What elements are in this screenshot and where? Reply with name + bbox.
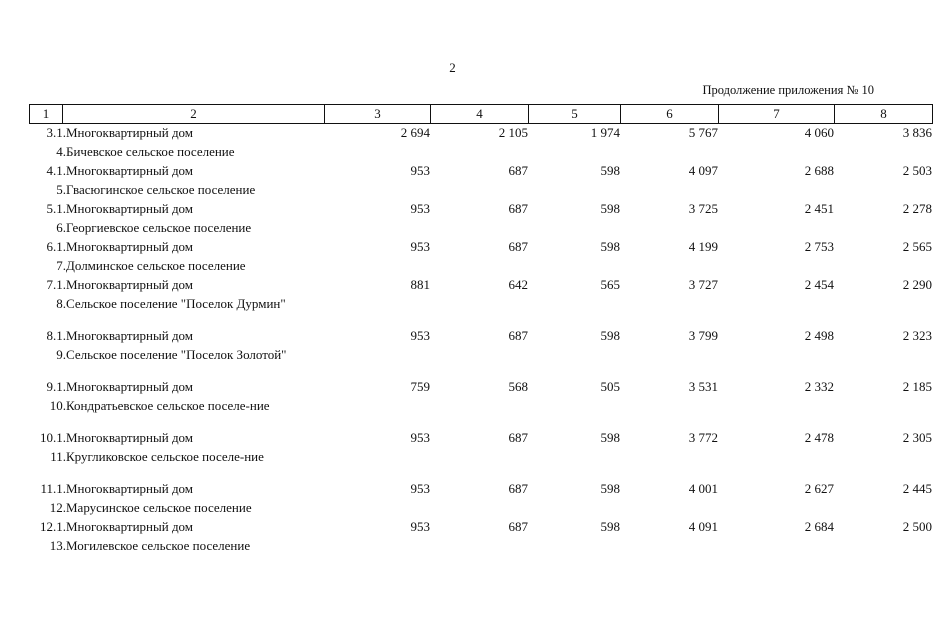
row-value-col-8: 2 565 — [902, 239, 932, 254]
row-name: Многоквартирный дом — [66, 239, 194, 254]
row-number: 8. — [56, 296, 66, 311]
row-value-col-7 — [718, 539, 834, 558]
row-value-col-5 — [528, 259, 620, 278]
continuation-caption: Продолжение приложения № 10 — [702, 83, 874, 97]
table-row — [29, 145, 932, 164]
row-name: Многоквартирный дом — [66, 519, 194, 534]
row-value-col-4: 2 105 — [498, 125, 528, 140]
row-value-col-4 — [430, 259, 528, 278]
row-value-col-8: 2 503 — [902, 163, 932, 178]
row-value-col-3: 953 — [410, 519, 430, 534]
table-row — [29, 482, 932, 501]
page-number: 2 — [449, 60, 456, 75]
table-row — [29, 259, 932, 278]
row-value-col-5: 598 — [600, 481, 620, 496]
row-value-col-7: 2 478 — [804, 430, 834, 445]
row-value-col-4: 687 — [508, 519, 528, 534]
column-header-6: 6 — [621, 105, 719, 124]
row-name: Сельское поселение "Поселок Золотой" — [66, 347, 287, 362]
row-value-col-7: 2 753 — [804, 239, 834, 254]
row-value-col-8 — [834, 399, 932, 431]
row-value-col-5: 598 — [600, 201, 620, 216]
row-value-col-8: 2 445 — [902, 481, 932, 496]
row-value-col-3: 759 — [410, 379, 430, 394]
row-number: 11. — [50, 449, 66, 464]
row-name: Многоквартирный дом — [66, 125, 194, 140]
column-header-7: 7 — [719, 105, 835, 124]
row-value-col-6 — [620, 221, 718, 240]
row-value-col-4: 642 — [508, 277, 528, 292]
row-value-col-5: 598 — [600, 239, 620, 254]
row-number: 7. — [56, 258, 66, 273]
row-name: Могилевское сельское поселение — [66, 538, 251, 553]
row-value-col-6 — [620, 450, 718, 482]
row-value-col-3 — [324, 145, 430, 164]
table-row — [29, 348, 932, 380]
row-value-col-7: 2 332 — [804, 379, 834, 394]
row-value-col-8 — [834, 145, 932, 164]
row-value-col-7 — [718, 348, 834, 380]
row-value-col-3 — [324, 348, 430, 380]
row-value-col-5: 505 — [600, 379, 620, 394]
row-value-col-7: 2 684 — [804, 519, 834, 534]
table-row — [29, 399, 932, 431]
row-name: Многоквартирный дом — [66, 277, 194, 292]
row-name: Сельское поселение "Поселок Дурмин" — [66, 296, 286, 311]
row-name: Кругликовское сельское поселе-ние — [66, 449, 264, 464]
row-value-col-4 — [430, 145, 528, 164]
table-row — [29, 501, 932, 520]
row-value-col-3: 2 694 — [400, 125, 430, 140]
row-value-col-4: 687 — [508, 430, 528, 445]
row-value-col-8: 2 290 — [902, 277, 932, 292]
row-number: 8.1. — [46, 328, 66, 343]
row-value-col-4 — [430, 399, 528, 431]
row-value-col-8: 2 278 — [902, 201, 932, 216]
table-row — [29, 539, 932, 558]
row-value-col-5: 1 974 — [590, 125, 620, 140]
row-value-col-7: 2 688 — [804, 163, 834, 178]
row-name: Бичевское сельское поселение — [66, 144, 235, 159]
row-value-col-5 — [528, 399, 620, 431]
row-value-col-7 — [718, 450, 834, 482]
row-number: 10.1. — [40, 430, 66, 445]
row-number: 11.1. — [40, 481, 66, 496]
row-value-col-7: 2 454 — [804, 277, 834, 292]
row-name: Многоквартирный дом — [66, 328, 194, 343]
row-value-col-6 — [620, 501, 718, 520]
row-value-col-5 — [528, 297, 620, 329]
row-value-col-7 — [718, 145, 834, 164]
row-value-col-3 — [324, 539, 430, 558]
row-value-col-8 — [834, 501, 932, 520]
row-value-col-8 — [834, 348, 932, 380]
table-row — [29, 380, 932, 399]
table-body — [29, 126, 932, 558]
row-value-col-8 — [834, 221, 932, 240]
row-value-col-7 — [718, 501, 834, 520]
table-row — [29, 450, 932, 482]
row-value-col-4 — [430, 221, 528, 240]
row-number: 6. — [56, 220, 66, 235]
row-value-col-6 — [620, 259, 718, 278]
row-value-col-7 — [718, 297, 834, 329]
row-value-col-3: 953 — [410, 481, 430, 496]
row-value-col-3: 953 — [410, 430, 430, 445]
table-row — [29, 240, 932, 259]
row-value-col-6: 4 001 — [688, 481, 718, 496]
row-value-col-6 — [620, 145, 718, 164]
row-value-col-8: 2 323 — [902, 328, 932, 343]
row-value-col-6 — [620, 297, 718, 329]
row-value-col-4 — [430, 348, 528, 380]
row-value-col-6: 4 199 — [688, 239, 718, 254]
row-value-col-3 — [324, 501, 430, 520]
row-value-col-8 — [834, 297, 932, 329]
row-name: Марусинское сельское поселение — [66, 500, 252, 515]
row-value-col-5 — [528, 539, 620, 558]
row-name: Многоквартирный дом — [66, 163, 194, 178]
row-name: Многоквартирный дом — [66, 430, 194, 445]
row-value-col-3 — [324, 183, 430, 202]
row-number: 9. — [56, 347, 66, 362]
row-value-col-6: 3 772 — [688, 430, 718, 445]
row-number: 12.1. — [40, 519, 66, 534]
row-value-col-4: 687 — [508, 481, 528, 496]
row-value-col-6: 5 767 — [688, 125, 718, 140]
row-value-col-3 — [324, 221, 430, 240]
row-name: Многоквартирный дом — [66, 481, 194, 496]
column-header-table — [29, 104, 933, 124]
row-value-col-4 — [430, 450, 528, 482]
row-name: Многоквартирный дом — [66, 379, 194, 394]
row-value-col-3 — [324, 259, 430, 278]
row-value-col-5: 598 — [600, 519, 620, 534]
row-value-col-5: 598 — [600, 430, 620, 445]
row-value-col-7: 2 451 — [804, 201, 834, 216]
table-row — [29, 164, 932, 183]
table-row — [29, 221, 932, 240]
row-value-col-5 — [528, 221, 620, 240]
row-value-col-8: 2 305 — [902, 430, 932, 445]
row-value-col-5 — [528, 145, 620, 164]
row-number: 12. — [49, 500, 66, 515]
row-value-col-7: 2 498 — [804, 328, 834, 343]
tariff-table — [29, 126, 932, 558]
row-name: Долминское сельское поселение — [66, 258, 246, 273]
column-header-4: 4 — [431, 105, 529, 124]
row-value-col-4: 687 — [508, 328, 528, 343]
column-header-3: 3 — [325, 105, 431, 124]
row-name: Георгиевское сельское поселение — [66, 220, 252, 235]
row-name: Многоквартирный дом — [66, 201, 194, 216]
row-value-col-6 — [620, 183, 718, 202]
row-value-col-5 — [528, 501, 620, 520]
row-value-col-4 — [430, 183, 528, 202]
row-value-col-3 — [324, 297, 430, 329]
row-value-col-4 — [430, 501, 528, 520]
table-row — [29, 329, 932, 348]
row-value-col-5: 598 — [600, 163, 620, 178]
row-value-col-8: 3 836 — [902, 125, 932, 140]
row-value-col-7 — [718, 259, 834, 278]
row-value-col-8 — [834, 539, 932, 558]
row-value-col-6 — [620, 539, 718, 558]
row-value-col-8 — [834, 259, 932, 278]
row-value-col-8: 2 185 — [902, 379, 932, 394]
row-value-col-5: 565 — [600, 277, 620, 292]
table-row — [29, 126, 932, 145]
row-number: 3.1. — [46, 125, 66, 140]
row-value-col-3: 953 — [410, 328, 430, 343]
row-value-col-6: 3 531 — [688, 379, 718, 394]
row-value-col-7 — [718, 183, 834, 202]
row-value-col-6 — [620, 399, 718, 431]
row-value-col-7: 4 060 — [804, 125, 834, 140]
row-value-col-8 — [834, 183, 932, 202]
row-value-col-6: 3 799 — [688, 328, 718, 343]
row-value-col-4: 687 — [508, 201, 528, 216]
row-value-col-6: 3 725 — [688, 201, 718, 216]
row-value-col-3 — [324, 450, 430, 482]
row-value-col-6: 3 727 — [688, 277, 718, 292]
table-row — [29, 297, 932, 329]
row-value-col-4: 687 — [508, 163, 528, 178]
row-number: 4. — [56, 144, 66, 159]
row-value-col-5 — [528, 348, 620, 380]
row-number: 13. — [49, 538, 66, 553]
row-value-col-6: 4 097 — [688, 163, 718, 178]
row-number: 10. — [49, 398, 66, 413]
column-header-5: 5 — [529, 105, 621, 124]
row-number: 7.1. — [46, 277, 66, 292]
row-value-col-7: 2 627 — [804, 481, 834, 496]
row-value-col-3: 953 — [410, 239, 430, 254]
row-name: Гвасюгинское сельское поселение — [66, 182, 256, 197]
row-number: 5.1. — [46, 201, 66, 216]
row-value-col-4 — [430, 539, 528, 558]
row-value-col-4: 687 — [508, 239, 528, 254]
row-name: Кондратьевское сельское поселе-ние — [66, 398, 270, 413]
row-value-col-7 — [718, 221, 834, 240]
row-value-col-3 — [324, 399, 430, 431]
table-row — [29, 520, 932, 539]
column-header-8: 8 — [835, 105, 933, 124]
row-value-col-5: 598 — [600, 328, 620, 343]
row-value-col-3: 881 — [410, 277, 430, 292]
row-value-col-5 — [528, 450, 620, 482]
column-header-2: 2 — [63, 105, 325, 124]
row-value-col-6: 4 091 — [688, 519, 718, 534]
row-number: 4.1. — [46, 163, 66, 178]
row-number: 5. — [56, 182, 66, 197]
column-header-1: 1 — [30, 105, 63, 124]
table-row — [29, 278, 932, 297]
row-value-col-4 — [430, 297, 528, 329]
table-row — [29, 202, 932, 221]
row-value-col-6 — [620, 348, 718, 380]
column-header-row — [30, 105, 933, 124]
row-value-col-4: 568 — [508, 379, 528, 394]
row-value-col-7 — [718, 399, 834, 431]
row-value-col-3: 953 — [410, 163, 430, 178]
table-row — [29, 431, 932, 450]
row-number: 6.1. — [46, 239, 66, 254]
row-value-col-3: 953 — [410, 201, 430, 216]
row-value-col-8: 2 500 — [902, 519, 932, 534]
table-row — [29, 183, 932, 202]
row-value-col-5 — [528, 183, 620, 202]
row-value-col-8 — [834, 450, 932, 482]
row-number: 9.1. — [46, 379, 66, 394]
